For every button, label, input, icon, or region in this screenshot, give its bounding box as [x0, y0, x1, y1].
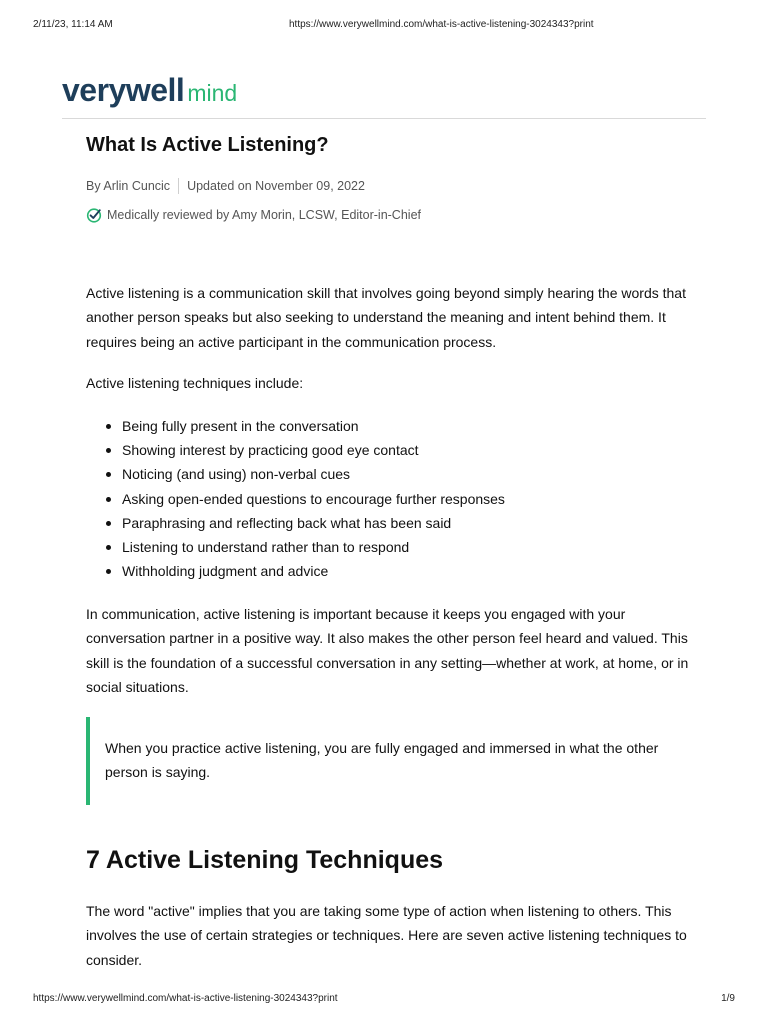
list-item [86, 462, 696, 486]
bullet-dot [106, 448, 111, 453]
byline [86, 178, 365, 194]
callout-text: When you practice active listening, you are fully engaged and immersed in what the other person is saying. [105, 740, 659, 781]
bullet-dot [106, 521, 111, 526]
list-item-text: Asking open-ended questions to encourage further responses [122, 490, 505, 507]
list-item-text: Withholding judgment and advice [122, 563, 329, 580]
list-item [86, 414, 696, 438]
page-number: 1/9 [721, 993, 735, 1004]
print-date: 2/11/23, 11:14 AM [33, 19, 113, 30]
list-item-text: Being fully present in the conversation [122, 418, 359, 434]
byline-author[interactable]: By Arlin Cuncic [86, 179, 171, 193]
article-title: What Is Active Listening? [86, 134, 329, 156]
print-url: https://www.verywellmind.com/what-is-active-listening-3024343?print [289, 19, 594, 30]
list-item [86, 511, 696, 535]
bullet-dot [106, 545, 111, 550]
print-footer [0, 993, 768, 1007]
header-divider [62, 118, 706, 119]
bullet-dot [106, 472, 111, 477]
list-item [86, 535, 696, 559]
paragraph-importance: In communication, active listening is important because it keeps you engaged with your conversation partner in a positive way. It also makes the other person feel heard and valued. This skill is the foundation of a successful conversation in any setting—whether at work, at home, or in social situations. [86, 606, 689, 695]
logo-word-verywell: verywell [62, 72, 185, 108]
list-item-text: Listening to understand rather than to respond [122, 539, 410, 556]
byline-divider [178, 178, 179, 194]
paragraph-section-intro: The word "active" implies that you are taking some type of action when listening to others. This involves the use of certain strategies or techniques. Here are seven active listening techniques to consider. [86, 903, 687, 968]
print-header [0, 19, 768, 33]
byline-updated: Updated on November 09, 2022 [187, 179, 365, 193]
medical-review [86, 207, 421, 223]
list-item [86, 559, 696, 583]
list-item [86, 487, 696, 511]
paragraph-techniques-lead: Active listening techniques include: [86, 375, 304, 391]
medical-review-text[interactable]: Medically reviewed by Amy Morin, LCSW, Editor-in-Chief [107, 208, 421, 222]
list-item-text: Paraphrasing and reflecting back what has been said [122, 514, 452, 531]
list-item-text: Noticing (and using) non-verbal cues [122, 466, 351, 483]
print-footer-url: https://www.verywellmind.com/what-is-active-listening-3024343?print [33, 993, 338, 1004]
callout-accent-bar [86, 717, 90, 805]
bullet-dot [106, 424, 111, 429]
paragraph-intro: Active listening is a communication skill that involves going beyond simply hearing the words that another person speaks but also seeking to understand the meaning and intent behind them. It requires being an active participant in the communication process. [86, 285, 686, 350]
bullet-dot [106, 569, 111, 574]
techniques-list [86, 414, 696, 583]
site-logo[interactable] [62, 70, 237, 110]
callout-quote [86, 717, 696, 805]
section-heading: 7 Active Listening Techniques [86, 846, 444, 874]
logo-word-mind: mind [187, 80, 238, 106]
list-item [86, 438, 696, 462]
bullet-dot [106, 497, 111, 502]
list-item-text: Showing interest by practicing good eye contact [122, 442, 419, 459]
check-badge-icon [86, 207, 102, 223]
